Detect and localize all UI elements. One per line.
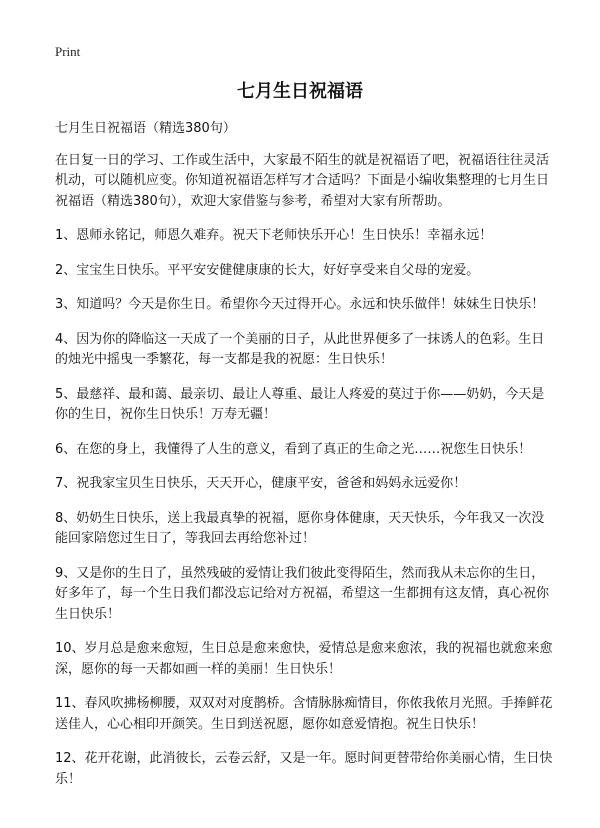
list-item: 11、春风吹拂杨柳腰，双双对对度鹊桥。含情脉脉痴情目，你侬我侬月光照。手捧鲜花送佳人，心心相印开颜笑。生日到送祝愿，愿你如意爱情抱。祝生日快乐！ <box>55 696 553 732</box>
page-title: 七月生日祝福语 <box>237 81 363 102</box>
article-body <box>55 119 555 804</box>
list-item: 12、花开花谢，此消彼长，云卷云舒，又是一年。愿时间更替带给你美丽心情，生日快乐！ <box>55 751 553 787</box>
list-item: 10、岁月总是愈来愈短，生日总是愈来愈快，爱情总是愈来愈浓，我的祝福也就愈来愈深，愿你的每一天都如画一样的美丽！生日快乐！ <box>55 641 553 677</box>
list-item: 5、最慈祥、最和蔼、最亲切、最让人尊重、最让人疼爱的莫过于你——奶奶，今天是你的生日，祝你生日快乐！万寿无疆！ <box>55 386 545 422</box>
print-link[interactable]: Print <box>55 44 81 59</box>
list-item: 4、因为你的降临这一天成了一个美丽的日子，从此世界便多了一抹诱人的色彩。生日的烛光中摇曳一季繁花，每一支都是我的祝愿：生日快乐！ <box>55 331 545 367</box>
list-item: 1、恩师永铭记，师恩久难弃。祝天下老师快乐开心！生日快乐！幸福永远！ <box>55 228 493 243</box>
intro-paragraph: 在日复一日的学习、工作或生活中，大家最不陌生的就是祝福语了吧，祝福语往往灵活机动，可以随机应变。你知道祝福语怎样写才合适吗？下面是小编收集整理的七月生日祝福语（精选380句），欢迎大家借鉴与参考，希望对大家有所帮助。 <box>55 152 550 209</box>
article-subtitle: 七月生日祝福语（精选380句） <box>55 121 236 136</box>
list-item: 6、在您的身上，我懂得了人生的意义，看到了真正的生命之光……祝您生日快乐！ <box>55 441 532 457</box>
list-item: 7、祝我家宝贝生日快乐，天天开心，健康平安，爸爸和妈妈永远爱你！ <box>55 476 467 491</box>
list-item: 3、知道吗？今天是你生日。希望你今天过得开心。永远和快乐做伴！妹妹生日快乐！ <box>55 297 545 312</box>
list-item: 9、又是你的生日了，虽然残破的爱情让我们彼此变得陌生，然而我从未忘你的生日，好多年了，每一个生日我们都没忘记给对方祝福，希望这一生都拥有这友情，真心祝你生日快乐！ <box>55 565 550 622</box>
list-item: 8、奶奶生日快乐，送上我最真挚的祝福，愿你身体健康，天天快乐，今年我又一次没能回家陪您过生日了，等我回去再给您补过！ <box>55 510 545 546</box>
list-item: 2、宝宝生日快乐。平平安安健健康康的长大，好好享受来自父母的宠爱。 <box>55 262 480 278</box>
